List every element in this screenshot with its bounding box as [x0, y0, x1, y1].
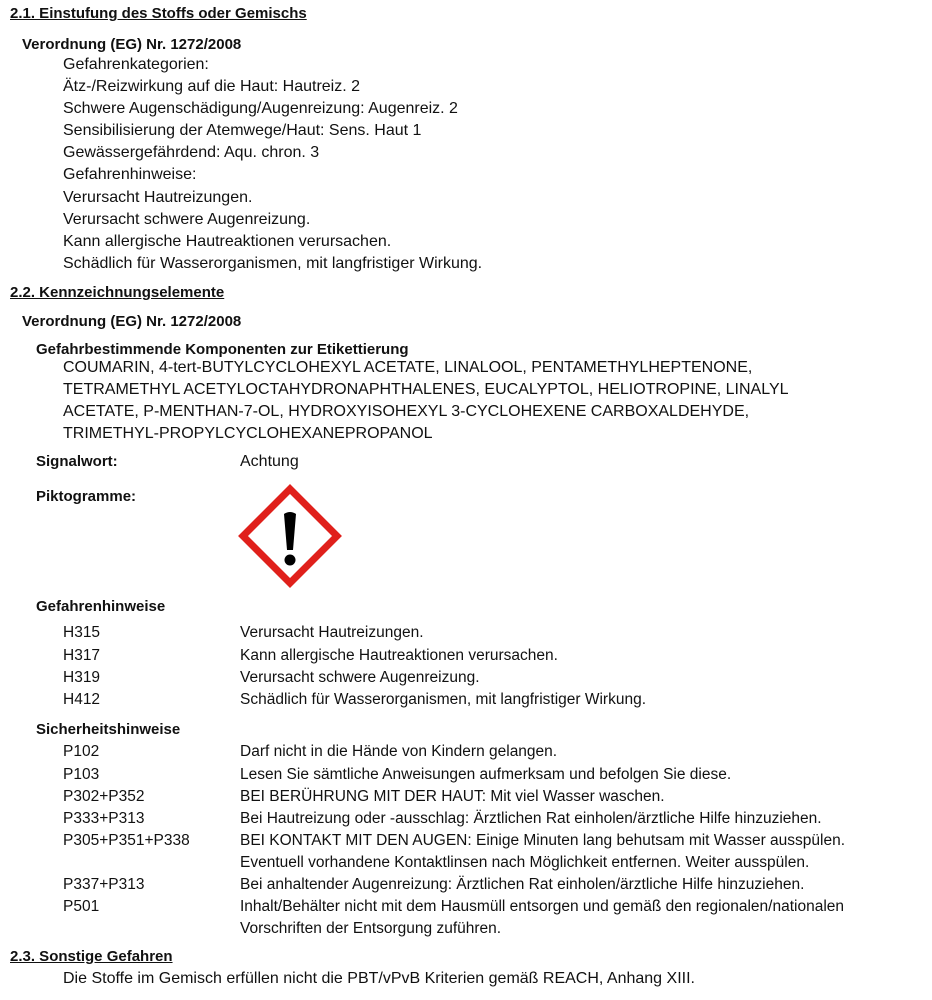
signal-word-label: Signalwort:	[36, 453, 118, 470]
precaution-text: Bei Hautreizung oder -ausschlag: Ärztlichen Rat einholen/ärztliche Hilfe hinzuziehen.	[240, 810, 822, 827]
section-2-1-regulation: Verordnung (EG) Nr. 1272/2008	[22, 36, 242, 53]
classification-line: Sensibilisierung der Atemwege/Haut: Sens. Haut 1	[63, 122, 422, 140]
hazard-text: Kann allergische Hautreaktionen verursachen.	[240, 647, 558, 664]
precaution-code: P103	[63, 766, 100, 783]
components-line: COUMARIN, 4-tert-BUTYLCYCLOHEXYL ACETATE, LINALOOL, PENTAMETHYLHEPTENONE,	[63, 359, 753, 376]
other-hazards-text: Die Stoffe im Gemisch erfüllen nicht die PBT/vPvB Kriterien gemäß REACH, Anhang XIII.	[63, 970, 695, 987]
hazard-code: H412	[63, 691, 101, 708]
hazard-statements-title: Gefahrenhinweise	[36, 598, 166, 615]
hazard-code: H317	[63, 647, 101, 664]
hazard-text: Schädlich für Wasserorganismen, mit langfristiger Wirkung.	[240, 691, 647, 708]
classification-line: Verursacht Hautreizungen.	[63, 188, 253, 206]
precaution-text: Lesen Sie sämtliche Anweisungen aufmerksam und befolgen Sie diese.	[240, 766, 732, 783]
components-line: TETRAMETHYL ACETYLOCTAHYDRONAPHTHALENES, EUCALYPTOL, HELIOTROPINE, LINALYL	[63, 381, 789, 399]
precaution-text: Darf nicht in die Hände von Kindern gelangen.	[240, 743, 558, 760]
section-2-2-heading: 2.2. Kennzeichnungselemente	[10, 284, 225, 301]
section-2-3-heading: 2.3. Sonstige Gefahren	[10, 948, 173, 965]
exclamation-mark-pictogram-icon	[238, 484, 342, 588]
classification-line: Schädlich für Wasserorganismen, mit langfristiger Wirkung.	[63, 254, 483, 272]
classification-line: Gewässergefährdend: Aqu. chron. 3	[63, 144, 320, 162]
precaution-text-continued: Vorschriften der Entsorgung zuführen.	[240, 920, 502, 937]
precaution-code: P305+P351+P338	[63, 832, 190, 849]
precautionary-statements-title: Sicherheitshinweise	[36, 721, 181, 738]
precaution-text: Inhalt/Behälter nicht mit dem Hausmüll entsorgen und gemäß den regionalen/nationalen	[240, 898, 845, 915]
precaution-text: BEI KONTAKT MIT DEN AUGEN: Einige Minuten lang behutsam mit Wasser ausspülen.	[240, 832, 846, 849]
components-line: TRIMETHYL-PROPYLCYCLOHEXANEPROPANOL	[63, 425, 433, 443]
hazard-code: H315	[63, 624, 101, 641]
components-title: Gefahrbestimmende Komponenten zur Etikettierung	[36, 341, 409, 358]
precaution-text: BEI BERÜHRUNG MIT DER HAUT: Mit viel Wasser waschen.	[240, 788, 665, 805]
precaution-code: P337+P313	[63, 876, 145, 893]
classification-list	[63, 54, 482, 275]
precaution-text-continued: Eventuell vorhandene Kontaktlinsen nach Möglichkeit entfernen. Weiter ausspülen.	[240, 854, 810, 871]
hazard-text: Verursacht schwere Augenreizung.	[240, 669, 480, 686]
pictogram-label: Piktogramme:	[36, 488, 137, 505]
classification-line: Verursacht schwere Augenreizung.	[63, 210, 311, 228]
components-list	[63, 357, 789, 445]
precaution-code: P501	[63, 898, 100, 915]
section-2-1-heading: 2.1. Einstufung des Stoffs oder Gemischs	[10, 5, 307, 22]
precaution-code: P102	[63, 743, 100, 760]
hazard-code: H319	[63, 669, 101, 686]
classification-line: Ätz-/Reizwirkung auf die Haut: Hautreiz. 2	[63, 78, 361, 96]
hazard-text: Verursacht Hautreizungen.	[240, 624, 424, 641]
precaution-code: P302+P352	[63, 788, 145, 805]
precaution-code: P333+P313	[63, 810, 145, 827]
classification-line: Schwere Augenschädigung/Augenreizung: Augenreiz. 2	[63, 100, 458, 118]
classification-line: Kann allergische Hautreaktionen verursachen.	[63, 232, 392, 250]
precaution-text: Bei anhaltender Augenreizung: Ärztlichen Rat einholen/ärztliche Hilfe hinzuziehen.	[240, 876, 805, 893]
section-2-2-regulation: Verordnung (EG) Nr. 1272/2008	[22, 313, 242, 330]
classification-line: Gefahrenhinweise:	[63, 166, 197, 184]
classification-line: Gefahrenkategorien:	[63, 56, 209, 73]
components-line: ACETATE, P-MENTHAN-7-OL, HYDROXYISOHEXYL 3-CYCLOHEXENE CARBOXALDEHYDE,	[63, 403, 750, 421]
signal-word-value: Achtung	[240, 453, 299, 470]
